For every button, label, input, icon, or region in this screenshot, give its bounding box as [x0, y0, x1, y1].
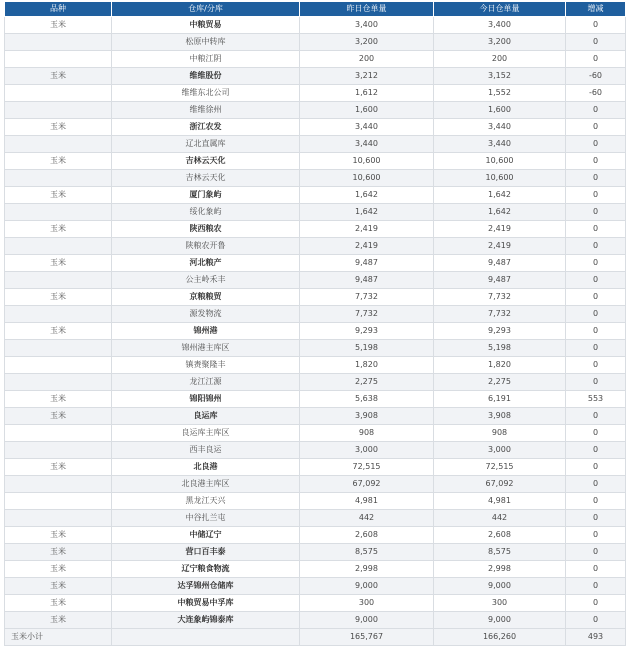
- cell-variety: 玉米: [5, 153, 112, 170]
- cell-variety: [5, 272, 112, 289]
- table-row: [5, 136, 626, 153]
- cell-variety: 玉米: [5, 187, 112, 204]
- cell-warehouse: 中粮贸易: [112, 17, 300, 34]
- cell-today: 10,600: [434, 153, 566, 170]
- table-row: [5, 595, 626, 612]
- cell-variety: 玉米: [5, 17, 112, 34]
- cell-today: 200: [434, 51, 566, 68]
- cell-warehouse: 西丰良运: [112, 442, 300, 459]
- table-row: [5, 204, 626, 221]
- table-row: [5, 102, 626, 119]
- cell-change: 0: [566, 255, 626, 272]
- cell-today: 72,515: [434, 459, 566, 476]
- cell-today: 1,642: [434, 204, 566, 221]
- cell-today: 10,600: [434, 170, 566, 187]
- cell-today: 3,440: [434, 136, 566, 153]
- table-row: [5, 51, 626, 68]
- header-variety: 品种: [5, 2, 112, 17]
- cell-variety: [5, 85, 112, 102]
- cell-variety: 玉米: [5, 527, 112, 544]
- cell-variety: [5, 493, 112, 510]
- cell-yesterday: 7,732: [300, 289, 434, 306]
- total-row: [5, 629, 626, 646]
- cell-warehouse: 源发物流: [112, 306, 300, 323]
- cell-change: 0: [566, 289, 626, 306]
- cell-warehouse: 维维股份: [112, 68, 300, 85]
- total-warehouse: [112, 629, 300, 646]
- cell-warehouse: 中粮江阴: [112, 51, 300, 68]
- cell-change: 0: [566, 578, 626, 595]
- cell-yesterday: 9,000: [300, 612, 434, 629]
- cell-warehouse: 锦阳锦州: [112, 391, 300, 408]
- warehouse-receipt-table-container: [4, 1, 625, 646]
- table-row: [5, 425, 626, 442]
- cell-warehouse: 陕西粮农: [112, 221, 300, 238]
- total-change: 493: [566, 629, 626, 646]
- cell-today: 3,200: [434, 34, 566, 51]
- cell-change: 0: [566, 561, 626, 578]
- cell-yesterday: 67,092: [300, 476, 434, 493]
- cell-variety: [5, 357, 112, 374]
- cell-variety: [5, 374, 112, 391]
- cell-yesterday: 5,198: [300, 340, 434, 357]
- cell-warehouse: 营口百丰泰: [112, 544, 300, 561]
- cell-yesterday: 2,419: [300, 221, 434, 238]
- table-row: [5, 85, 626, 102]
- cell-change: 0: [566, 408, 626, 425]
- cell-yesterday: 8,575: [300, 544, 434, 561]
- cell-today: 9,000: [434, 578, 566, 595]
- total-label: 玉米小计: [5, 629, 112, 646]
- cell-warehouse: 中储辽宁: [112, 527, 300, 544]
- warehouse-receipt-table: [4, 1, 626, 646]
- cell-yesterday: 3,440: [300, 119, 434, 136]
- cell-variety: 玉米: [5, 408, 112, 425]
- table-row: [5, 561, 626, 578]
- cell-today: 1,552: [434, 85, 566, 102]
- cell-change: 0: [566, 306, 626, 323]
- header-yesterday: 昨日仓单量: [300, 2, 434, 17]
- cell-change: 0: [566, 357, 626, 374]
- cell-today: 67,092: [434, 476, 566, 493]
- cell-yesterday: 200: [300, 51, 434, 68]
- cell-variety: 玉米: [5, 323, 112, 340]
- cell-variety: 玉米: [5, 221, 112, 238]
- cell-warehouse: 陕粮农开鲁: [112, 238, 300, 255]
- cell-today: 2,419: [434, 238, 566, 255]
- cell-warehouse: 北良港主库区: [112, 476, 300, 493]
- cell-today: 7,732: [434, 289, 566, 306]
- cell-warehouse: 浙江农发: [112, 119, 300, 136]
- cell-today: 9,000: [434, 612, 566, 629]
- cell-today: 6,191: [434, 391, 566, 408]
- cell-today: 2,275: [434, 374, 566, 391]
- cell-yesterday: 2,608: [300, 527, 434, 544]
- cell-change: 0: [566, 102, 626, 119]
- cell-variety: [5, 204, 112, 221]
- table-row: [5, 170, 626, 187]
- cell-today: 4,981: [434, 493, 566, 510]
- cell-warehouse: 镇赉聚隆丰: [112, 357, 300, 374]
- cell-warehouse: 中粮贸易中孚库: [112, 595, 300, 612]
- table-row: [5, 238, 626, 255]
- cell-variety: [5, 51, 112, 68]
- cell-variety: 玉米: [5, 255, 112, 272]
- header-warehouse: 仓库/分库: [112, 2, 300, 17]
- cell-warehouse: 达孚锦州仓储库: [112, 578, 300, 595]
- table-row: [5, 357, 626, 374]
- cell-today: 9,487: [434, 272, 566, 289]
- cell-variety: [5, 306, 112, 323]
- cell-variety: [5, 34, 112, 51]
- table-row: [5, 187, 626, 204]
- table-row: [5, 391, 626, 408]
- cell-yesterday: 1,600: [300, 102, 434, 119]
- cell-yesterday: 908: [300, 425, 434, 442]
- table-row: [5, 408, 626, 425]
- table-row: [5, 544, 626, 561]
- cell-warehouse: 维维徐州: [112, 102, 300, 119]
- cell-change: 0: [566, 425, 626, 442]
- cell-variety: 玉米: [5, 119, 112, 136]
- cell-warehouse: 黑龙江天兴: [112, 493, 300, 510]
- cell-variety: 玉米: [5, 68, 112, 85]
- cell-variety: [5, 510, 112, 527]
- cell-change: -60: [566, 68, 626, 85]
- cell-warehouse: 锦州港: [112, 323, 300, 340]
- cell-change: 0: [566, 374, 626, 391]
- cell-warehouse: 良运库: [112, 408, 300, 425]
- cell-change: 0: [566, 595, 626, 612]
- cell-warehouse: 公主岭禾丰: [112, 272, 300, 289]
- cell-change: 0: [566, 136, 626, 153]
- cell-today: 3,908: [434, 408, 566, 425]
- cell-variety: 玉米: [5, 459, 112, 476]
- cell-yesterday: 2,419: [300, 238, 434, 255]
- table-row: [5, 510, 626, 527]
- cell-change: 0: [566, 544, 626, 561]
- total-yesterday: 165,767: [300, 629, 434, 646]
- cell-change: 0: [566, 442, 626, 459]
- table-row: [5, 119, 626, 136]
- cell-change: 0: [566, 272, 626, 289]
- cell-warehouse: 辽宁粮食物流: [112, 561, 300, 578]
- cell-yesterday: 1,820: [300, 357, 434, 374]
- cell-today: 1,820: [434, 357, 566, 374]
- cell-warehouse: 维维东北公司: [112, 85, 300, 102]
- cell-variety: 玉米: [5, 612, 112, 629]
- table-row: [5, 323, 626, 340]
- table-body: [5, 17, 626, 646]
- table-row: [5, 612, 626, 629]
- cell-today: 8,575: [434, 544, 566, 561]
- cell-variety: [5, 170, 112, 187]
- cell-today: 1,600: [434, 102, 566, 119]
- cell-yesterday: 9,293: [300, 323, 434, 340]
- header-change: 增减: [566, 2, 626, 17]
- cell-yesterday: 300: [300, 595, 434, 612]
- table-row: [5, 340, 626, 357]
- table-row: [5, 17, 626, 34]
- cell-variety: [5, 136, 112, 153]
- cell-today: 3,400: [434, 17, 566, 34]
- cell-yesterday: 3,908: [300, 408, 434, 425]
- cell-warehouse: 良运库主库区: [112, 425, 300, 442]
- cell-today: 2,419: [434, 221, 566, 238]
- table-header-row: [5, 2, 626, 17]
- cell-today: 2,998: [434, 561, 566, 578]
- cell-change: 0: [566, 238, 626, 255]
- cell-today: 908: [434, 425, 566, 442]
- cell-change: 0: [566, 170, 626, 187]
- table-row: [5, 476, 626, 493]
- cell-yesterday: 9,487: [300, 272, 434, 289]
- table-row: [5, 306, 626, 323]
- table-row: [5, 459, 626, 476]
- cell-change: 0: [566, 17, 626, 34]
- cell-warehouse: 大连象屿锦泰库: [112, 612, 300, 629]
- cell-yesterday: 2,275: [300, 374, 434, 391]
- cell-yesterday: 3,000: [300, 442, 434, 459]
- table-row: [5, 34, 626, 51]
- cell-variety: 玉米: [5, 561, 112, 578]
- cell-today: 1,642: [434, 187, 566, 204]
- total-today: 166,260: [434, 629, 566, 646]
- cell-yesterday: 5,638: [300, 391, 434, 408]
- cell-yesterday: 10,600: [300, 170, 434, 187]
- cell-warehouse: 厦门象屿: [112, 187, 300, 204]
- cell-change: 0: [566, 340, 626, 357]
- cell-change: 0: [566, 119, 626, 136]
- cell-yesterday: 1,612: [300, 85, 434, 102]
- cell-warehouse: 吉林云天化: [112, 153, 300, 170]
- table-row: [5, 527, 626, 544]
- cell-variety: 玉米: [5, 289, 112, 306]
- cell-warehouse: 辽北直属库: [112, 136, 300, 153]
- cell-variety: 玉米: [5, 595, 112, 612]
- cell-today: 442: [434, 510, 566, 527]
- cell-today: 3,000: [434, 442, 566, 459]
- cell-change: 0: [566, 493, 626, 510]
- cell-yesterday: 1,642: [300, 187, 434, 204]
- table-row: [5, 442, 626, 459]
- cell-warehouse: 松原中转库: [112, 34, 300, 51]
- cell-yesterday: 442: [300, 510, 434, 527]
- cell-warehouse: 京粮粮贸: [112, 289, 300, 306]
- cell-yesterday: 3,440: [300, 136, 434, 153]
- table-row: [5, 289, 626, 306]
- cell-variety: 玉米: [5, 544, 112, 561]
- cell-today: 3,440: [434, 119, 566, 136]
- cell-yesterday: 3,212: [300, 68, 434, 85]
- cell-warehouse: 锦州港主库区: [112, 340, 300, 357]
- table-row: [5, 272, 626, 289]
- cell-change: 0: [566, 510, 626, 527]
- cell-today: 9,487: [434, 255, 566, 272]
- cell-yesterday: 4,981: [300, 493, 434, 510]
- cell-variety: 玉米: [5, 391, 112, 408]
- cell-warehouse: 龙江江源: [112, 374, 300, 391]
- cell-change: 0: [566, 221, 626, 238]
- cell-yesterday: 9,000: [300, 578, 434, 595]
- cell-yesterday: 2,998: [300, 561, 434, 578]
- cell-change: 0: [566, 323, 626, 340]
- cell-variety: [5, 102, 112, 119]
- cell-warehouse: 中谷扎兰屯: [112, 510, 300, 527]
- cell-warehouse: 吉林云天化: [112, 170, 300, 187]
- cell-change: 0: [566, 612, 626, 629]
- cell-variety: [5, 425, 112, 442]
- cell-today: 3,152: [434, 68, 566, 85]
- table-row: [5, 374, 626, 391]
- cell-change: 553: [566, 391, 626, 408]
- table-row: [5, 578, 626, 595]
- cell-yesterday: 9,487: [300, 255, 434, 272]
- cell-change: 0: [566, 34, 626, 51]
- table-row: [5, 68, 626, 85]
- cell-yesterday: 7,732: [300, 306, 434, 323]
- cell-today: 2,608: [434, 527, 566, 544]
- cell-change: 0: [566, 51, 626, 68]
- cell-variety: [5, 476, 112, 493]
- cell-yesterday: 72,515: [300, 459, 434, 476]
- cell-change: 0: [566, 187, 626, 204]
- cell-change: 0: [566, 476, 626, 493]
- cell-today: 300: [434, 595, 566, 612]
- cell-variety: [5, 442, 112, 459]
- cell-variety: [5, 238, 112, 255]
- table-row: [5, 493, 626, 510]
- cell-change: -60: [566, 85, 626, 102]
- cell-variety: [5, 340, 112, 357]
- cell-variety: 玉米: [5, 578, 112, 595]
- cell-yesterday: 10,600: [300, 153, 434, 170]
- cell-today: 5,198: [434, 340, 566, 357]
- cell-yesterday: 3,400: [300, 17, 434, 34]
- cell-today: 9,293: [434, 323, 566, 340]
- table-row: [5, 153, 626, 170]
- cell-warehouse: 北良港: [112, 459, 300, 476]
- table-row: [5, 255, 626, 272]
- cell-yesterday: 1,642: [300, 204, 434, 221]
- cell-change: 0: [566, 459, 626, 476]
- header-today: 今日仓单量: [434, 2, 566, 17]
- cell-warehouse: 河北粮产: [112, 255, 300, 272]
- cell-change: 0: [566, 527, 626, 544]
- table-row: [5, 221, 626, 238]
- cell-change: 0: [566, 153, 626, 170]
- cell-yesterday: 3,200: [300, 34, 434, 51]
- cell-change: 0: [566, 204, 626, 221]
- cell-today: 7,732: [434, 306, 566, 323]
- cell-warehouse: 绥化象屿: [112, 204, 300, 221]
